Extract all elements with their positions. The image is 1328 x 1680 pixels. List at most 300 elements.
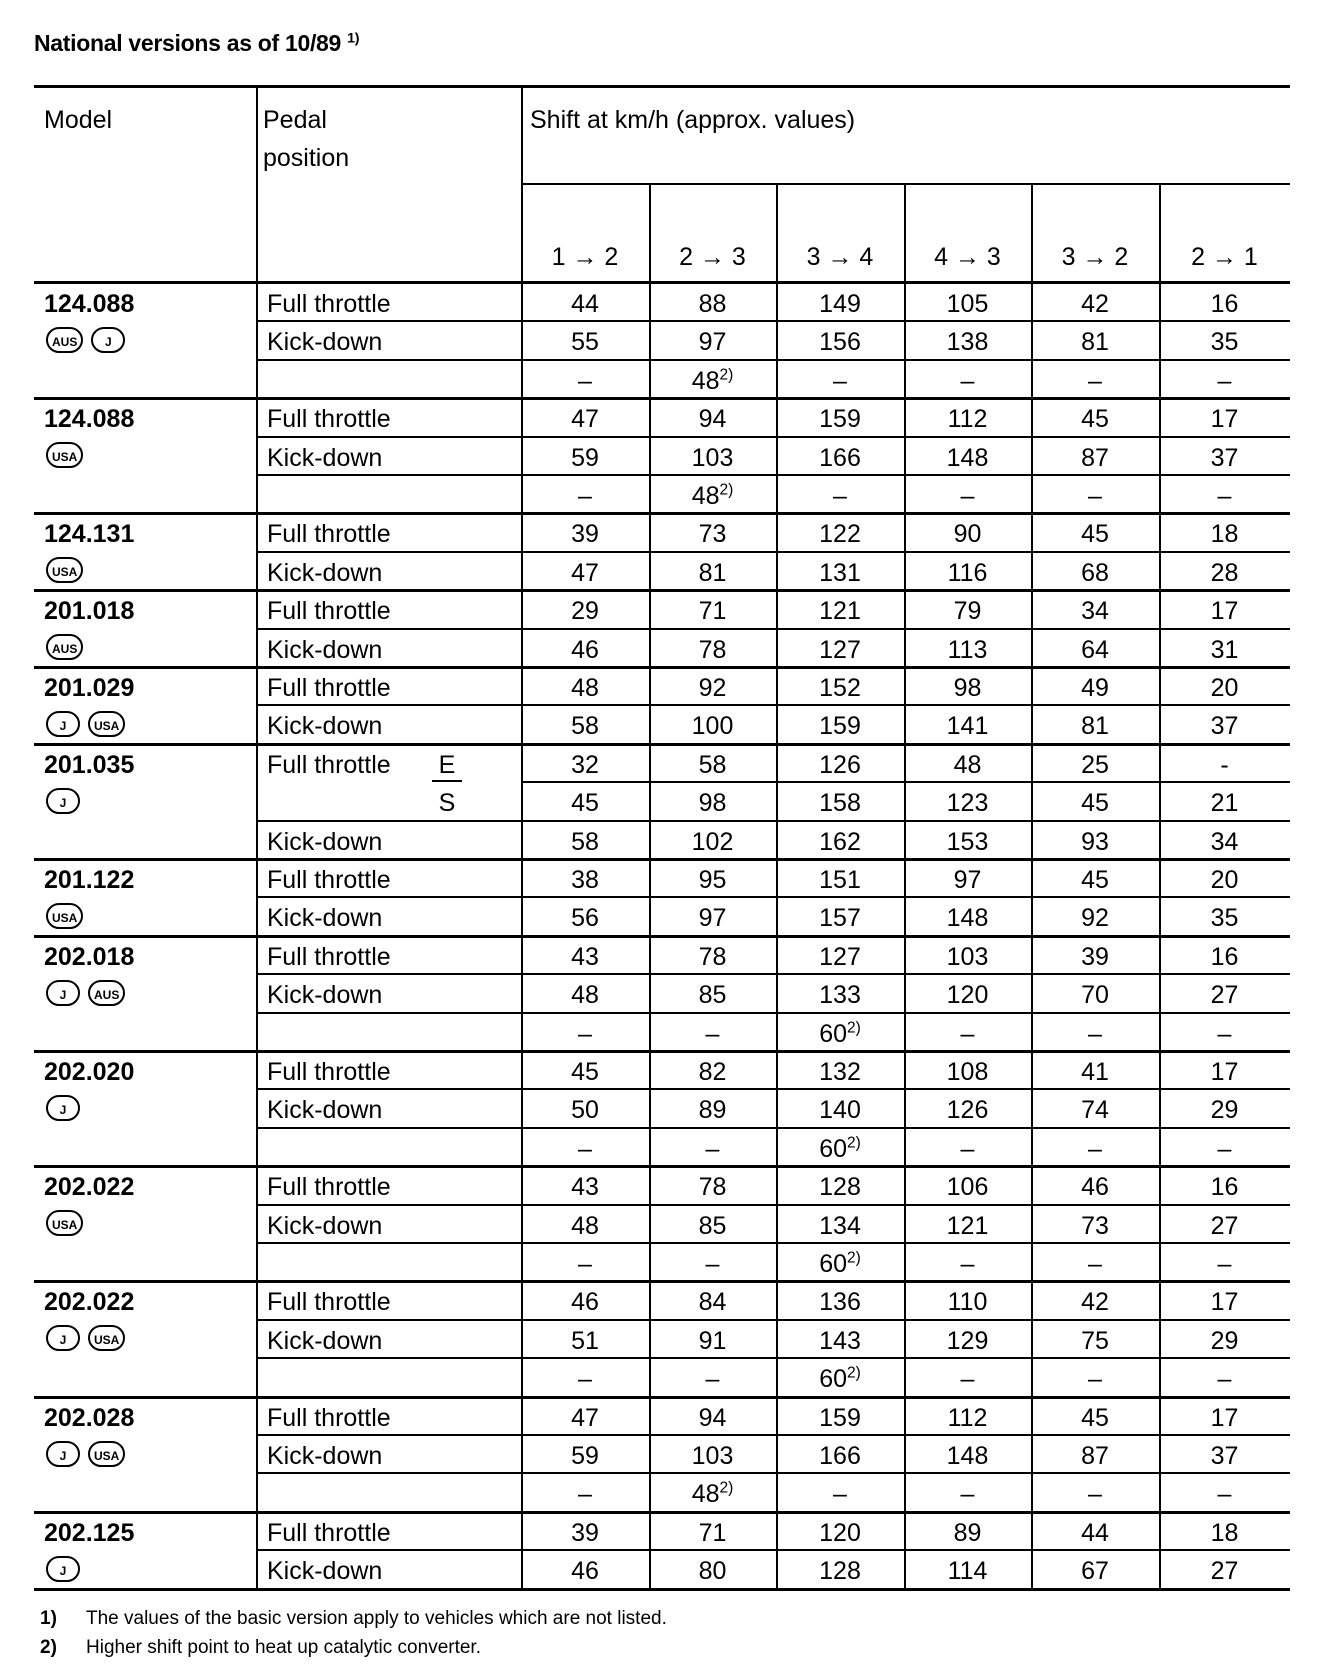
value-cell: 56 [571, 904, 599, 933]
value-cell: 17 [1210, 597, 1239, 626]
value-cell: – [578, 1365, 592, 1394]
value-cell: 29 [1210, 1326, 1239, 1355]
row-rule [256, 474, 1290, 476]
model-number: 202.022 [44, 1173, 135, 1202]
country-badge-usa: USA [46, 1210, 83, 1236]
pedal-position: Full throttle [267, 520, 391, 549]
header-shift: Shift at km/h (approx. values) [530, 106, 856, 134]
value-cell: 123 [946, 789, 989, 818]
value-cell: 48$^{2)}$ [691, 366, 734, 395]
footnote-ref: 2) [847, 1019, 861, 1037]
value-cell: 85 [698, 1211, 727, 1240]
value-cell: 102 [691, 827, 734, 856]
value-cell: 166 [819, 443, 861, 472]
value-cell: 48 [571, 1211, 599, 1240]
pedal-position: Full throttle [267, 597, 391, 626]
value-cell: 149 [819, 290, 861, 318]
pedal-position: Full throttle [267, 1518, 391, 1547]
value-cell: 120 [946, 981, 989, 1010]
value-cell: 17 [1210, 1288, 1239, 1317]
country-badges [46, 1556, 88, 1582]
value-cell: 89 [953, 1518, 982, 1547]
pedal-position: Full throttle [267, 405, 391, 434]
country-badge-usa: USA [46, 442, 83, 468]
header-shift-6: 2 → 1 [1191, 243, 1258, 271]
row-rule [256, 320, 1290, 322]
value-cell: – [1088, 482, 1102, 510]
value-cell: 85 [698, 981, 727, 1010]
value-cell: 39 [1081, 942, 1109, 971]
value-cell: 156 [819, 328, 861, 357]
value-cell: 21 [1210, 789, 1239, 818]
value-cell: 148 [946, 443, 989, 472]
value-cell: 103 [691, 443, 734, 472]
model-number: 202.125 [44, 1518, 135, 1547]
value-cell: 45 [571, 789, 599, 818]
value-cell: 74 [1081, 1096, 1109, 1125]
pedal-position: Kick-down [267, 1442, 383, 1470]
value-cell: 32 [571, 750, 599, 779]
value-cell: 16 [1210, 1173, 1239, 1202]
pedal-position: Kick-down [267, 1096, 383, 1125]
row-rule [256, 359, 1290, 361]
value-cell: 93 [1081, 827, 1109, 856]
pedal-position: Full throttle [267, 942, 391, 971]
value-cell: – [578, 482, 592, 510]
footnote-2 [40, 1637, 481, 1659]
group-rule [34, 935, 1290, 938]
value-cell: – [960, 1480, 975, 1509]
footnote-2-text: Higher shift point to heat up catalytic converter. [86, 1637, 481, 1658]
vline-model [256, 85, 258, 1589]
row-rule [256, 1472, 1290, 1474]
footnote-1 [40, 1608, 667, 1630]
value-cell: 78 [698, 942, 727, 971]
value-cell: – [578, 1134, 592, 1163]
value-cell: – [960, 1365, 975, 1394]
value-cell: 35 [1210, 328, 1239, 357]
value-cell: 48 [571, 981, 599, 1010]
value-cell: 44 [1081, 1518, 1109, 1547]
title-footnote-mark: 1) [347, 30, 360, 47]
value-cell: 98 [953, 674, 982, 702]
value-cell: 73 [1081, 1211, 1109, 1240]
value-cell: 16 [1210, 942, 1239, 971]
value-cell: 78 [698, 635, 727, 664]
value-cell: 108 [946, 1058, 989, 1086]
footnote-ref: 2) [719, 481, 734, 499]
value-cell: 136 [819, 1288, 861, 1317]
vline-col-5 [1031, 183, 1033, 1589]
value-cell: 79 [953, 597, 982, 626]
value-cell: 127 [819, 942, 861, 971]
value-cell: 34 [1081, 597, 1109, 626]
value-cell: 116 [947, 558, 988, 587]
footnote-ref: 2) [847, 1134, 861, 1152]
value-cell: 45 [1081, 520, 1109, 549]
group-rule [34, 1280, 1290, 1283]
model-number: 124.131 [44, 520, 135, 549]
value-cell: 37 [1210, 712, 1239, 741]
value-cell: 48$^{2)}$ [691, 1480, 734, 1509]
value-cell: 152 [819, 674, 861, 702]
value-cell: 90 [953, 520, 982, 549]
value-cell: 51 [571, 1326, 599, 1355]
value-cell: 38 [571, 866, 599, 894]
pedal-position: Kick-down [267, 1557, 383, 1586]
value-cell: 70 [1081, 981, 1109, 1010]
value-cell: 47 [571, 558, 599, 587]
value-cell: 87 [1081, 443, 1109, 472]
country-badge-j: J [91, 327, 125, 353]
value-cell: 42 [1081, 1288, 1109, 1317]
country-badge-j: J [46, 980, 80, 1006]
sub-mode-underline [432, 780, 462, 782]
group-rule [34, 1396, 1290, 1399]
value-cell: 103 [691, 1442, 734, 1470]
sub-mode-e: E [438, 750, 456, 779]
value-cell: 58 [571, 827, 599, 856]
value-cell: – [705, 1019, 720, 1048]
value-cell: 68 [1081, 558, 1109, 587]
footnote-ref: 2) [847, 1364, 861, 1382]
country-badges [46, 634, 91, 660]
pedal-position: Kick-down [267, 1211, 383, 1240]
value-cell: 126 [819, 750, 861, 779]
group-rule [34, 512, 1290, 515]
value-cell: 112 [947, 1403, 988, 1432]
top-rule [34, 85, 1290, 88]
row-rule [256, 820, 1290, 822]
header-pedal-line2: position [263, 144, 350, 172]
value-cell: 97 [698, 904, 727, 933]
value-cell: 94 [698, 1403, 727, 1432]
value-cell: 103 [946, 942, 989, 971]
country-badge-j: J [46, 1095, 80, 1121]
country-badge-j: J [46, 1325, 80, 1351]
country-badge-usa: USA [88, 1325, 125, 1351]
model-number: 201.122 [44, 866, 135, 894]
value-cell: 29 [1210, 1096, 1239, 1125]
value-cell: 122 [819, 520, 861, 549]
value-cell: – [705, 1134, 720, 1163]
model-number: 202.028 [44, 1403, 135, 1432]
model-number: 202.018 [44, 942, 135, 971]
pedal-position: Kick-down [267, 712, 383, 741]
group-rule [34, 397, 1290, 400]
value-cell: 128 [819, 1557, 861, 1586]
value-cell: 37 [1210, 443, 1239, 472]
country-badges [46, 1325, 133, 1351]
header-shift-3: 3 → 4 [806, 243, 874, 271]
value-cell: 129 [946, 1326, 989, 1355]
footnote-2-mark: 2) [40, 1637, 57, 1658]
value-cell: 127 [819, 635, 861, 664]
value-cell: 17 [1210, 1403, 1239, 1432]
value-cell: – [1217, 1480, 1232, 1509]
row-rule [256, 896, 1290, 898]
row-rule [256, 1549, 1290, 1551]
value-cell: 106 [946, 1173, 989, 1202]
group-rule [34, 1050, 1290, 1053]
value-cell: 58 [698, 750, 727, 779]
value-cell: – [1088, 1019, 1102, 1048]
country-badge-j: J [46, 711, 80, 737]
value-cell: 46 [1081, 1173, 1109, 1202]
value-cell: 92 [698, 674, 727, 702]
footnote-1-text: The values of the basic version apply to vehicles which are not listed. [86, 1608, 667, 1629]
value-cell: 141 [946, 712, 989, 741]
value-cell: 17 [1210, 1058, 1239, 1086]
value-cell: 67 [1081, 1557, 1109, 1586]
value-cell: 148 [946, 904, 989, 933]
value-cell: 39 [571, 1518, 599, 1547]
value-cell: – [1088, 1250, 1102, 1278]
value-cell: 31 [1210, 635, 1239, 664]
vline-col-6 [1159, 183, 1161, 1589]
pedal-position: Full throttle [267, 1173, 391, 1202]
value-cell: 158 [819, 789, 861, 818]
value-cell: 151 [819, 866, 861, 894]
value-cell: 159 [819, 712, 861, 741]
value-cell: 18 [1210, 1518, 1239, 1547]
sub-mode-s: S [438, 789, 456, 818]
row-rule [256, 1319, 1290, 1321]
value-cell: 47 [571, 405, 599, 434]
pedal-position: Full throttle [267, 290, 391, 318]
value-cell: – [1088, 366, 1102, 395]
country-badge-j: J [46, 1441, 80, 1467]
title-text: National versions as of 10/89 [34, 30, 342, 56]
pedal-position: Kick-down [267, 827, 383, 856]
value-cell: 60$^{2)}$ [819, 1134, 861, 1163]
pedal-position: Kick-down [267, 1326, 383, 1355]
value-cell: – [705, 1365, 720, 1394]
value-cell: – [578, 366, 592, 395]
country-badges [46, 442, 91, 468]
value-cell: 120 [819, 1518, 861, 1547]
header-shift-2: 2 → 3 [679, 243, 746, 271]
value-cell: 49 [1081, 674, 1109, 702]
model-number: 202.022 [44, 1288, 135, 1317]
value-cell: 46 [571, 635, 599, 664]
group-rule [34, 589, 1290, 592]
country-badge-j: J [46, 1556, 80, 1582]
value-cell: 44 [571, 290, 599, 318]
value-cell: 159 [819, 1403, 861, 1432]
value-cell: 17 [1210, 405, 1239, 434]
row-rule [256, 436, 1290, 438]
header-bottom-rule [34, 281, 1290, 284]
value-cell: 159 [819, 405, 861, 434]
country-badge-usa: USA [46, 903, 83, 929]
pedal-position: Kick-down [267, 558, 383, 587]
value-cell: – [578, 1480, 592, 1509]
value-cell: 87 [1081, 1442, 1109, 1470]
country-badges [46, 1095, 88, 1121]
value-cell: 110 [947, 1288, 988, 1317]
value-cell: 55 [571, 328, 599, 357]
value-cell: 45 [1081, 405, 1109, 434]
value-cell: 47 [571, 1403, 599, 1432]
row-rule [256, 1357, 1290, 1359]
value-cell: – [960, 366, 975, 395]
value-cell: 41 [1081, 1058, 1109, 1086]
row-rule [256, 551, 1290, 553]
value-cell: 78 [698, 1173, 727, 1202]
value-cell: 105 [946, 290, 989, 318]
value-cell: – [960, 482, 975, 510]
value-cell: – [1217, 1019, 1232, 1048]
row-rule [256, 1434, 1290, 1436]
country-badges [46, 1210, 91, 1236]
value-cell: 39 [571, 520, 599, 549]
pedal-position: Full throttle [267, 1288, 391, 1317]
value-cell: – [1217, 1365, 1232, 1394]
value-cell: 97 [953, 866, 982, 894]
value-cell: 133 [819, 981, 861, 1010]
value-cell: 112 [947, 405, 988, 434]
value-cell: 45 [1081, 866, 1109, 894]
value-cell: 138 [946, 328, 989, 357]
footnote-ref: 2) [719, 366, 734, 384]
value-cell: 20 [1210, 866, 1239, 894]
value-cell: 134 [819, 1211, 861, 1240]
model-number: 201.029 [44, 674, 135, 702]
value-cell: 58 [571, 712, 599, 741]
value-cell: 128 [819, 1173, 861, 1202]
country-badges [46, 1441, 133, 1467]
value-cell: – [960, 1134, 975, 1163]
value-cell: 80 [698, 1557, 727, 1586]
pedal-position: Kick-down [267, 981, 383, 1010]
group-rule [34, 666, 1290, 669]
pedal-position: Full throttle [267, 674, 391, 702]
header-shift-4: 4 → 3 [934, 243, 1001, 271]
group-rule [34, 1165, 1290, 1168]
country-badge-usa: USA [46, 557, 83, 583]
model-number: 202.020 [44, 1058, 135, 1086]
model-number: 201.035 [44, 750, 135, 779]
group-rule [34, 743, 1290, 746]
value-cell: – [960, 1250, 975, 1278]
value-cell: – [833, 482, 847, 510]
value-cell: 81 [1081, 712, 1109, 741]
value-cell: – [578, 1019, 592, 1048]
value-cell: 157 [819, 904, 861, 933]
country-badge-j: J [46, 788, 80, 814]
vline-pedal [521, 85, 523, 1589]
value-cell: 95 [698, 866, 727, 894]
row-rule [256, 1204, 1290, 1206]
value-cell: 29 [571, 597, 599, 626]
value-cell: – [1217, 1134, 1232, 1163]
value-cell: 166 [819, 1442, 861, 1470]
value-cell: – [1088, 1480, 1102, 1509]
value-cell: 35 [1210, 904, 1239, 933]
vline-col-3 [776, 183, 778, 1589]
value-cell: – [1217, 1250, 1232, 1278]
value-cell: 45 [1081, 789, 1109, 818]
value-cell: 131 [819, 558, 861, 587]
value-cell: 121 [946, 1211, 989, 1240]
value-cell: 59 [571, 443, 599, 472]
value-cell: 48 [571, 674, 599, 702]
value-cell: 94 [698, 405, 727, 434]
value-cell: 60$^{2)}$ [819, 1249, 861, 1278]
value-cell: 45 [1081, 1403, 1109, 1432]
value-cell: 82 [698, 1058, 727, 1086]
row-rule [256, 704, 1290, 706]
country-badges [46, 980, 133, 1006]
pedal-position: Kick-down [267, 635, 383, 664]
value-cell: 126 [946, 1096, 989, 1125]
country-badge-usa: USA [88, 711, 125, 737]
value-cell: 25 [1081, 750, 1109, 779]
value-cell: 153 [946, 827, 989, 856]
value-cell: 18 [1210, 520, 1239, 549]
pedal-position: Full throttle [267, 750, 391, 779]
value-cell: 60$^{2)}$ [819, 1019, 861, 1048]
value-cell: 81 [1081, 328, 1109, 357]
value-cell: 75 [1081, 1326, 1109, 1355]
value-cell: – [578, 1250, 592, 1278]
header-shift-1: 1 → 2 [551, 243, 619, 271]
value-cell: 91 [698, 1326, 727, 1355]
value-cell: 43 [571, 1173, 599, 1202]
pedal-position: Full throttle [267, 866, 391, 894]
value-cell: 27 [1210, 981, 1239, 1010]
row-rule [256, 1127, 1290, 1129]
value-cell: – [960, 1019, 975, 1048]
value-cell: 46 [571, 1288, 599, 1317]
value-cell: 143 [819, 1326, 861, 1355]
value-cell: 140 [819, 1096, 861, 1125]
value-cell: 64 [1081, 635, 1109, 664]
value-cell: 43 [571, 942, 599, 971]
value-cell: 27 [1210, 1211, 1239, 1240]
value-cell: 59 [571, 1442, 599, 1470]
country-badge-usa: USA [88, 1441, 125, 1467]
value-cell: 98 [698, 789, 727, 818]
value-cell: 28 [1210, 558, 1239, 587]
pedal-position: Full throttle [267, 1058, 391, 1086]
group-rule [34, 1511, 1290, 1514]
country-badges [46, 903, 91, 929]
country-badges [46, 711, 133, 737]
value-cell: 71 [698, 597, 727, 626]
pedal-position: Full throttle [267, 1403, 391, 1432]
pedal-position: Kick-down [267, 328, 383, 357]
pedal-position: Kick-down [267, 904, 383, 933]
value-cell: 27 [1210, 1557, 1239, 1586]
value-cell: 162 [819, 827, 861, 856]
model-number: 124.088 [44, 405, 135, 434]
value-cell: – [833, 1480, 847, 1509]
group-rule [34, 1588, 1290, 1591]
model-number: 124.088 [44, 290, 135, 318]
value-cell: 16 [1210, 290, 1239, 318]
model-number: 201.018 [44, 597, 135, 626]
value-cell: 81 [698, 558, 727, 587]
value-cell: 34 [1210, 827, 1239, 856]
value-cell: – [705, 1250, 720, 1278]
vline-col-2 [649, 183, 651, 1589]
value-cell: 48$^{2)}$ [691, 481, 734, 510]
value-cell: 46 [571, 1557, 599, 1586]
value-cell: 45 [571, 1058, 599, 1086]
country-badges [46, 788, 88, 814]
